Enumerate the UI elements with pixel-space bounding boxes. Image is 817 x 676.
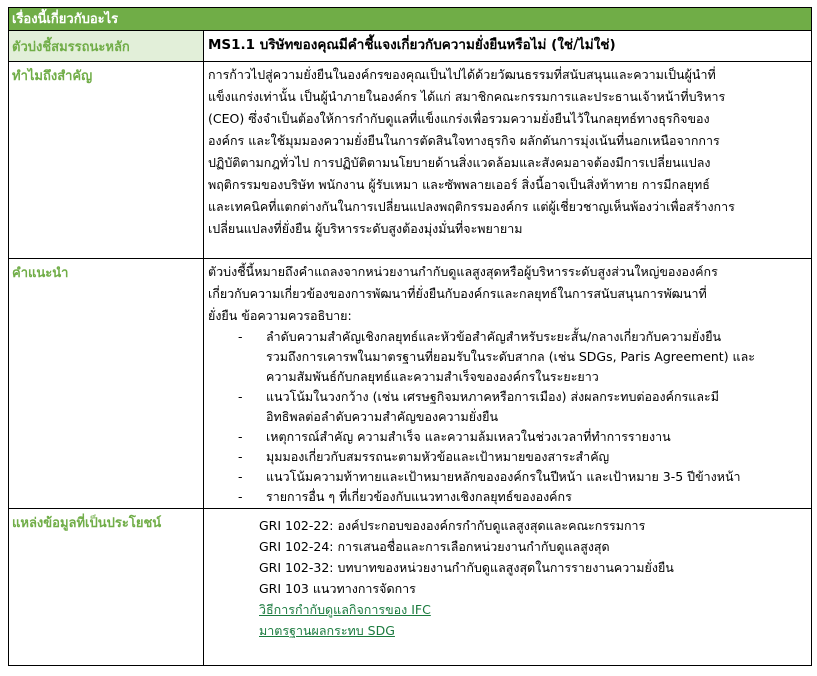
bullet-line: ความสัมพันธ์กับกลยุทธ์และความสำเร็จขององค์กรในระยะยาว	[266, 369, 599, 384]
sdg-impact-standards-link[interactable]: มาตรฐานผลกระทบ SDG	[259, 623, 395, 638]
guidance-bullet	[238, 467, 807, 487]
guidance-bullet	[238, 447, 807, 467]
bullet-dash: -	[238, 429, 243, 444]
indicator-label: ตัวบ่งชี้สมรรถนะหลัก	[9, 31, 204, 61]
bullet-dash: -	[238, 389, 243, 404]
ifc-governance-link[interactable]: วิธีการกำกับดูแลกิจการของ IFC	[259, 602, 431, 617]
bullet-line: เหตุการณ์สำคัญ ความสำเร็จ และความล้มเหลวในช่วงเวลาที่ทำการรายงาน	[266, 429, 671, 444]
guidance-bullet	[238, 327, 807, 387]
why-label: ทำไมถึงสำคัญ	[9, 62, 204, 258]
resources-row	[9, 509, 811, 665]
resource-item: GRI 103 แนวทางการจัดการ	[259, 581, 416, 596]
guidance-intro-line: ตัวบ่งชี้นี้หมายถึงคำแถลงจากหน่วยงานกำกับดูแลสูงสุดหรือผู้บริหารระดับสูงส่วนใหญ่ขององค์กร	[208, 264, 718, 279]
bullet-dash: -	[238, 489, 243, 504]
bullet-line: แนวโน้มความท้าทายและเป้าหมายหลักขององค์กรในปีหน้า และเป้าหมาย 3-5 ปีข้างหน้า	[266, 469, 741, 484]
why-line: (CEO) ซึ่งจำเป็นต้องให้การกำกับดูแลที่แข็งแกร่งเพื่อรวมความยั่งยืนไว้ในกลยุทธ์ทางธุรกิจของ	[208, 111, 710, 126]
guidance-row	[9, 259, 811, 509]
guidance-bullet-list	[208, 327, 807, 507]
indicator-value: MS1.1 บริษัทของคุณมีคำชี้แจงเกี่ยวกับความยั่งยืนหรือไม่ (ใช่/ไม่ใช่)	[208, 37, 616, 53]
resource-item: GRI 102-24: การเสนอชื่อและการเลือกหน่วยงานกำกับดูแลสูงสุด	[259, 539, 610, 554]
guidance-bullet	[238, 427, 807, 447]
why-row	[9, 62, 811, 259]
why-line: การก้าวไปสู่ความยั่งยืนในองค์กรของคุณเป็นไปได้ด้วยวัฒนธรรมที่สนับสนุนและความเป็นผู้นำที่	[208, 67, 716, 82]
guidance-bullet	[238, 487, 807, 507]
why-line: พฤติกรรมของบริษัท พนักงาน ผู้รับเหมา และซัพพลายเออร์ สิ่งนี้อาจเป็นสิ่งท้าทาย การมีกลยุทธ์	[208, 177, 710, 192]
why-line: แข็งแกร่งเท่านั้น เป็นผู้นำภายในองค์กร ได้แก่ สมาชิกคณะกรรมการและประธานเจ้าหน้าที่บริหาร	[208, 89, 726, 104]
guidance-intro-line: เกี่ยวกับความเกี่ยวข้องของการพัฒนาที่ยั่งยืนกับองค์กรและกลยุทธ์ในการสนับสนุนการพัฒนาที่	[208, 286, 707, 301]
why-line: องค์กร และใช้มุมมองความยั่งยืนในการตัดสินใจทางธุรกิจ ผลักดันการมุ่งเน้นที่นอกเหนือจากการ	[208, 133, 720, 148]
bullet-line: ลำดับความสำคัญเชิงกลยุทธ์และหัวข้อสำคัญสำหรับระยะสั้น/กลางเกี่ยวกับความยั่งยืน	[266, 329, 722, 344]
table-title: เรื่องนี้เกี่ยวกับอะไร	[9, 8, 811, 31]
bullet-dash: -	[238, 449, 243, 464]
why-line: ปฏิบัติตามกฎทั่วไป การปฏิบัติตามนโยบายด้านสิ่งแวดล้อมและสังคมอาจต้องมีการเปลี่ยนแปลง	[208, 155, 711, 170]
bullet-line: รายการอื่น ๆ ที่เกี่ยวข้องกับแนวทางเชิงกลยุทธ์ขององค์กร	[266, 489, 572, 504]
why-line: เปลี่ยนแปลงที่ยั่งยืน ผู้บริหารระดับสูงต้องมุ่งมั่นที่จะพยายาม	[208, 221, 523, 236]
guidance-bullet	[238, 387, 807, 427]
guidance-text	[204, 259, 811, 508]
resources-list	[204, 509, 811, 665]
bullet-line: อิทธิพลต่อลำดับความสำคัญของความยั่งยืน	[266, 409, 499, 424]
bullet-line: แนวโน้มในวงกว้าง (เช่น เศรษฐกิจมหภาคหรือการเมือง) ส่งผลกระทบต่อองค์กรและมี	[266, 389, 719, 404]
bullet-dash: -	[238, 469, 243, 484]
guidance-intro-line: ยั่งยืน ข้อความควรอธิบาย:	[208, 308, 352, 323]
why-line: และเทคนิคที่แตกต่างกันในการเปลี่ยนแปลงพฤติกรรมองค์กร แต่ผู้เชี่ยวชาญเห็นพ้องว่าเพื่อสร้างการ	[208, 199, 735, 214]
resource-item: GRI 102-32: บทบาทของหน่วยงานกำกับดูแลสูงสุดในการรายงานความยั่งยืน	[259, 560, 674, 575]
guidance-label: คำแนะนำ	[9, 259, 204, 508]
info-table	[8, 7, 812, 666]
resource-item: GRI 102-22: องค์ประกอบขององค์กรกำกับดูแลสูงสุดและคณะกรรมการ	[259, 518, 646, 533]
bullet-line: รวมถึงการเคารพในมาตรฐานที่ยอมรับในระดับสากล (เช่น SDGs, Paris Agreement) และ	[266, 349, 755, 364]
resources-label: แหล่งข้อมูลที่เป็นประโยชน์	[9, 509, 204, 665]
why-text	[204, 62, 811, 258]
indicator-row	[9, 31, 811, 62]
bullet-line: มุมมองเกี่ยวกับสมรรถนะตามหัวข้อและเป้าหมายของสาระสำคัญ	[266, 449, 610, 464]
bullet-dash: -	[238, 329, 243, 344]
